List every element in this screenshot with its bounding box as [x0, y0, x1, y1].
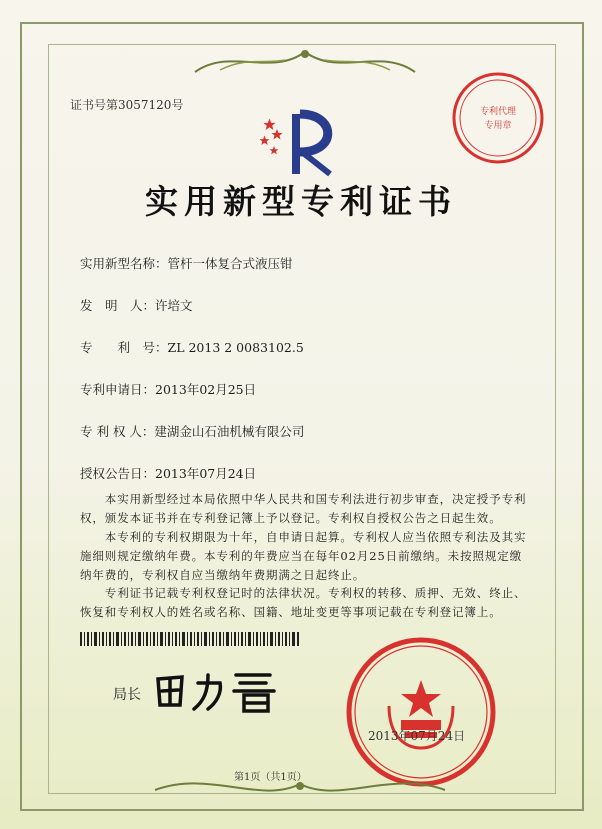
term-statement: 本专利的专利权期限为十年，自申请日起算。专利权人应当依照专利法及其实施细则规定缴纳年费。本专利的年费应当在每年02月25日前缴纳。未按照规定缴纳年费的，专利权自应当缴纳年费期满之日起终止。 [80, 530, 527, 582]
field-label: 专利申请日： [80, 382, 156, 397]
field-patent-number [80, 338, 304, 356]
svg-text:专用章: 专用章 [484, 121, 512, 131]
field-patentee [80, 422, 304, 440]
field-label: 实用新型名称： [80, 256, 168, 271]
field-label: 发 明 人： [80, 298, 156, 313]
field-label: 专 利 号： [80, 340, 168, 355]
field-grant-announcement-date [80, 464, 256, 482]
field-label: 授权公告日： [80, 466, 156, 481]
seal-date: 2013年07月24日 [368, 729, 466, 743]
sipo-official-seal [345, 636, 497, 788]
top-ornament [190, 42, 420, 82]
page-indicator: 第1页（共1页） [234, 772, 307, 783]
register-statement: 专利证书记载专利权登记时的法律状况。专利权的转移、质押、无效、终止、恢复和专利权人的姓名或名称、国籍、地址变更等事项记载在专利登记簿上。 [80, 586, 527, 619]
certificate-title: 实用新型专利证书 [145, 182, 457, 221]
agency-seal [450, 70, 546, 166]
barcode [80, 632, 300, 646]
field-value: 2013年02月25日 [155, 382, 257, 397]
svg-text:专利代理: 专利代理 [479, 107, 517, 117]
field-utility-model-name [80, 254, 293, 272]
field-application-date [80, 380, 256, 398]
director-signature [150, 665, 290, 715]
grant-statement: 本实用新型经过本局依照中华人民共和国专利法进行初步审查，决定授予专利权，颁发本证书并在专利登记簿上予以登记。专利权自授权公告之日起生效。 [80, 492, 527, 525]
certificate-number: 证书号第3057120号 [70, 98, 184, 112]
field-value: ZL 2013 2 0083102.5 [167, 340, 304, 355]
field-inventor [80, 296, 193, 314]
field-label: 专 利 权 人： [80, 424, 155, 439]
sipo-logo [258, 108, 348, 180]
field-value: 2013年07月24日 [155, 466, 257, 481]
field-value: 管杆一体复合式液压钳 [167, 256, 293, 271]
field-value: 许培文 [155, 298, 193, 313]
director-label: 局长 [113, 687, 141, 703]
field-value: 建湖金山石油机械有限公司 [154, 424, 305, 439]
